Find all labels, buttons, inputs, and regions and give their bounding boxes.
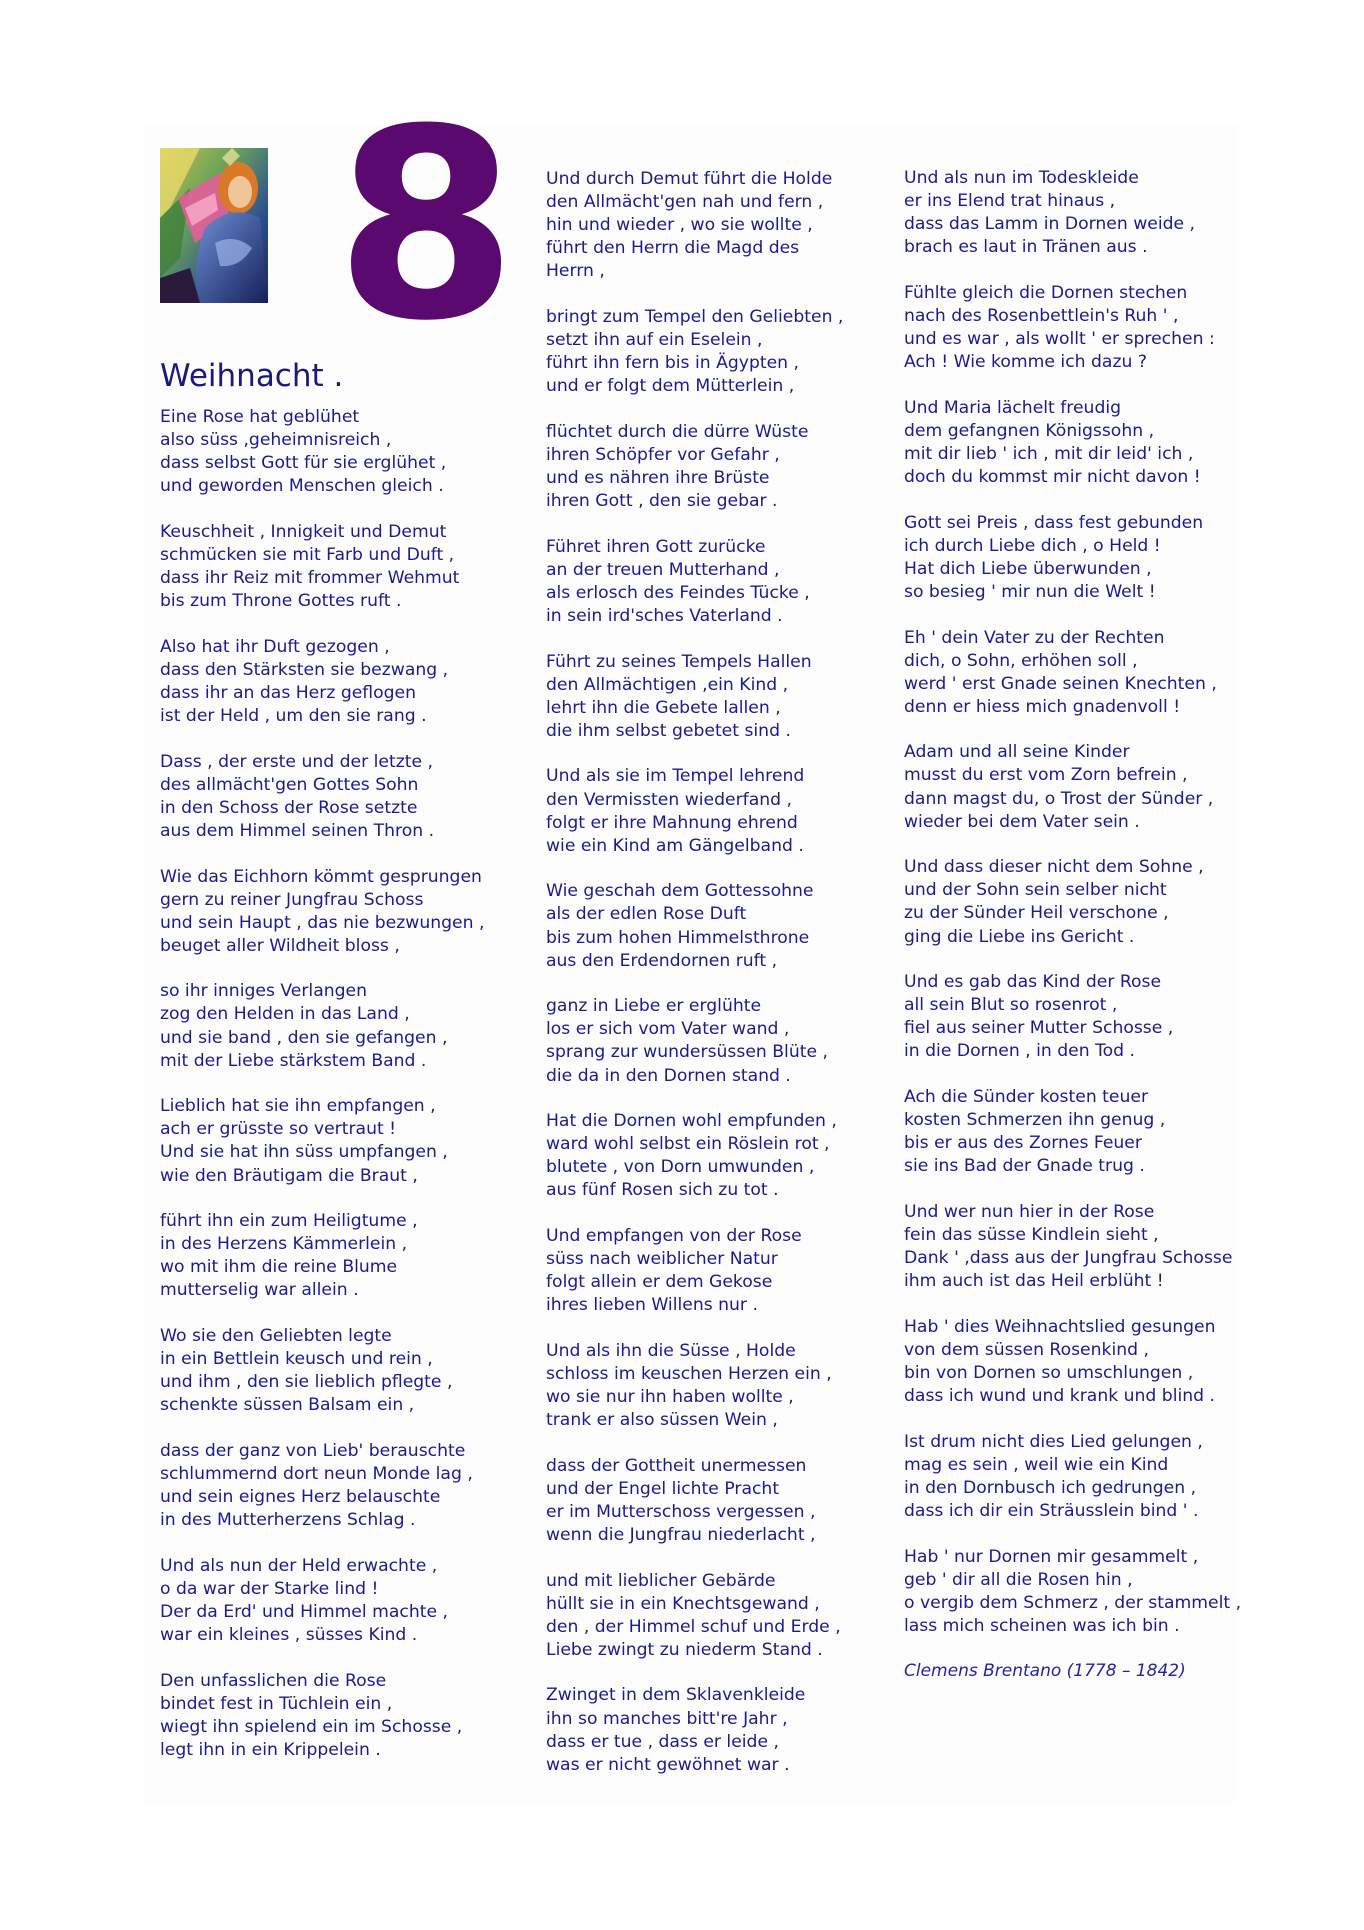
verse-line: legt ihn in ein Krippelein . — [160, 1739, 381, 1760]
verse-line: Dass , der erste und der letzte , — [160, 751, 433, 772]
header-area — [160, 73, 520, 406]
stanza — [160, 1440, 520, 1532]
verse-line: bringt zum Tempel den Geliebten , — [546, 306, 844, 327]
stanza — [160, 1555, 520, 1647]
verse-line: los er sich vom Vater wand , — [546, 1019, 790, 1040]
verse-line: und ihm , den sie lieblich pflegte , — [160, 1372, 453, 1393]
author-credit: Clemens Brentano (1778 – 1842) — [904, 1661, 1186, 1682]
verse-line: lehrt ihn die Gebete lallen , — [546, 697, 781, 718]
verse-line: die da in den Dornen stand . — [546, 1065, 791, 1086]
verse-line: und der Engel lichte Pracht — [546, 1478, 780, 1499]
verse-line: denn er hiess mich gnadenvoll ! — [904, 696, 1181, 717]
verse-line: all sein Blut so rosenrot , — [904, 995, 1118, 1016]
verse-line: ihn so manches bitt're Jahr , — [546, 1708, 788, 1729]
verse-line: wie den Bräutigam die Braut , — [160, 1165, 418, 1186]
verse-line: mag es sein , weil wie ein Kind — [904, 1454, 1169, 1475]
stanza — [904, 856, 1238, 948]
verse-line: schlummernd dort neun Monde lag , — [160, 1463, 473, 1484]
verse-line: ach er grüsste so vertraut ! — [160, 1119, 397, 1140]
verse-line: in die Dornen , in den Tod . — [904, 1041, 1136, 1062]
verse-line: dann magst du, o Trost der Sünder , — [904, 788, 1214, 809]
verse-line: Und als ihn die Süsse , Holde — [546, 1340, 796, 1361]
verse-line: führt ihn ein zum Heiligtume , — [160, 1211, 418, 1232]
verse-line: und es war , als wollt ' er sprechen : — [904, 329, 1215, 350]
verse-line: und mit lieblicher Gebärde — [546, 1570, 776, 1591]
verse-line: süss nach weiblicher Natur — [546, 1249, 778, 1270]
stanza — [546, 1570, 896, 1662]
verse-line: Zwinget in dem Sklavenkleide — [546, 1685, 806, 1706]
verse-line: dem gefangnen Königssohn , — [904, 420, 1155, 441]
verse-line: schloss im keuschen Herzen ein , — [546, 1363, 832, 1384]
verse-line: werd ' erst Gnade seinen Knechten , — [904, 673, 1217, 694]
verse-line: und es nähren ihre Brüste — [546, 468, 770, 489]
verse-line: den Allmächtigen ,ein Kind , — [546, 674, 789, 695]
stanza — [904, 167, 1238, 259]
verse-line: Und es gab das Kind der Rose — [904, 972, 1162, 993]
stanza — [546, 880, 896, 972]
verse-line: Keuschheit , Innigkeit und Demut — [160, 521, 447, 542]
verse-line: führt den Herrn die Magd des — [546, 238, 800, 259]
verse-line: aus fünf Rosen sich zu tot . — [546, 1180, 779, 1201]
verse-line: Und dass dieser nicht dem Sohne , — [904, 857, 1204, 878]
stanza — [160, 751, 520, 843]
verse-line: bis zum hohen Himmelsthrone — [546, 927, 810, 948]
stanza — [160, 1325, 520, 1417]
verse-line: Lieblich hat sie ihn empfangen , — [160, 1096, 436, 1117]
stanza — [904, 971, 1238, 1063]
verse-line: schenkte süssen Balsam ein , — [160, 1395, 415, 1416]
verse-line: o da war der Starke lind ! — [160, 1578, 379, 1599]
verse-line: hüllt sie in ein Knechtsgewand , — [546, 1593, 820, 1614]
verse-line: wieder bei dem Vater sein . — [904, 811, 1140, 832]
stanza — [546, 1110, 896, 1202]
verse-line: in des Mutterherzens Schlag . — [160, 1510, 416, 1531]
verse-line: kosten Schmerzen ihn genug , — [904, 1110, 1166, 1131]
stanza — [160, 521, 520, 613]
stanza — [546, 765, 896, 857]
verse-line: ging die Liebe ins Gericht . — [904, 926, 1135, 947]
stanza — [546, 995, 896, 1087]
verse-line: als der edlen Rose Duft — [546, 904, 747, 925]
verse-line: Und wer nun hier in der Rose — [904, 1201, 1155, 1222]
verse-line: musst du erst vom Zorn befrein , — [904, 765, 1188, 786]
verse-line: Und durch Demut führt die Holde — [546, 169, 833, 189]
verse-line: dass selbst Gott für sie erglühet , — [160, 453, 447, 474]
verse-line: Ach die Sünder kosten teuer — [904, 1087, 1149, 1107]
stanza — [904, 1086, 1238, 1178]
verse-line: doch du kommst mir nicht davon ! — [904, 467, 1201, 488]
verse-line: dass das Lamm in Dornen weide , — [904, 214, 1196, 235]
verse-line: schmücken sie mit Farb und Duft , — [160, 544, 455, 565]
verse-line: so besieg ' mir nun die Welt ! — [904, 581, 1156, 602]
stanza — [160, 406, 520, 498]
verse-line: zu der Sünder Heil verschone , — [904, 903, 1169, 924]
verse-line: lass mich scheinen was ich bin . — [904, 1615, 1180, 1636]
verse-line: Dank ' ,dass aus der Jungfrau Schosse — [904, 1248, 1233, 1269]
verse-line: fein das süsse Kindlein sieht , — [904, 1224, 1159, 1245]
verse-line: Liebe zwingt zu niederm Stand . — [546, 1639, 823, 1660]
verse-line: Gott sei Preis , dass fest gebunden — [904, 512, 1204, 533]
verse-line: dich, o Sohn, erhöhen soll , — [904, 650, 1138, 671]
verse-line: Und Maria lächelt freudig — [904, 397, 1122, 418]
verse-line: beuget aller Wildheit bloss , — [160, 935, 400, 956]
poem-number: 8 — [335, 73, 518, 378]
verse-line: dass der Gottheit unermessen — [546, 1455, 807, 1476]
stanza — [904, 741, 1238, 833]
verse-line: Hab ' nur Dornen mir gesammelt , — [904, 1546, 1199, 1567]
verse-line: in sein ird'sches Vaterland . — [546, 606, 783, 626]
stanza-list — [160, 406, 520, 1762]
verse-line: den Vermissten wiederfand , — [546, 789, 792, 810]
stanza — [904, 512, 1238, 604]
verse-line: Und als nun im Todeskleide — [904, 168, 1139, 188]
stanza — [160, 866, 520, 958]
verse-line: hin und wieder , wo sie wollte , — [546, 215, 813, 236]
verse-line: mutterselig war allein . — [160, 1280, 359, 1301]
verse-line: aus dem Himmel seinen Thron . — [160, 820, 435, 841]
verse-line: trank er also süssen Wein , — [546, 1410, 778, 1431]
stanza — [546, 1455, 896, 1547]
verse-line: dass den Stärksten sie bezwang , — [160, 659, 449, 680]
verse-line: Und als nun der Held erwachte , — [160, 1555, 438, 1576]
verse-line: Wo sie den Geliebten legte — [160, 1326, 392, 1346]
verse-line: Fühlte gleich die Dornen stechen — [904, 282, 1188, 303]
verse-line: ist der Held , um den sie rang . — [160, 706, 427, 727]
verse-line: flüchtet durch die dürre Wüste — [546, 421, 809, 442]
verse-line: aus den Erdendornen ruft , — [546, 950, 778, 971]
verse-line: und er folgt dem Mütterlein , — [546, 376, 795, 397]
verse-line: geb ' dir all die Rosen hin , — [904, 1569, 1133, 1590]
verse-line: sie ins Bad der Gnade trug . — [904, 1156, 1145, 1177]
verse-line: zog den Helden in das Land , — [160, 1004, 410, 1025]
verse-line: Wie geschah dem Gottessohne — [546, 881, 814, 902]
verse-line: ich durch Liebe dich , o Held ! — [904, 535, 1161, 556]
poem-column-1 — [160, 73, 520, 1785]
stanza — [904, 1201, 1238, 1293]
verse-line: Ist drum nicht dies Lied gelungen , — [904, 1431, 1203, 1452]
verse-line: bis zum Throne Gottes ruft . — [160, 591, 402, 612]
verse-line: Also hat ihr Duft gezogen , — [160, 636, 390, 657]
verse-line: er ins Elend trat hinaus , — [904, 191, 1116, 212]
poem-page — [144, 73, 1242, 1806]
stanza — [904, 1316, 1238, 1408]
verse-line: wenn die Jungfrau niederlacht , — [546, 1525, 816, 1545]
poem-title: Weihnacht . — [160, 358, 344, 394]
verse-line: ward wohl selbst ein Röslein rot , — [546, 1134, 830, 1155]
verse-line: er im Mutterschoss vergessen , — [546, 1501, 816, 1522]
stanza — [904, 282, 1238, 374]
stanza-list — [546, 124, 896, 1777]
verse-line: was er nicht gewöhnet war . — [546, 1754, 790, 1775]
verse-line: mit dir lieb ' ich , mit dir leid' ich , — [904, 443, 1194, 464]
verse-line: Eh ' dein Vater zu der Rechten — [904, 627, 1165, 648]
stanza — [904, 1431, 1238, 1523]
verse-line: dass der ganz von Lieb' berauschte — [160, 1440, 466, 1461]
stanza — [904, 397, 1238, 489]
verse-line: Ach ! Wie komme ich dazu ? — [904, 352, 1147, 373]
verse-line: nach des Rosenbettlein's Ruh ' , — [904, 305, 1179, 326]
stanza — [160, 1670, 520, 1762]
verse-line: dass ich dir ein Sträusslein bind ' . — [904, 1500, 1199, 1521]
verse-line: setzt ihn auf ein Eselein , — [546, 330, 763, 351]
verse-line: dass ihr an das Herz geflogen — [160, 682, 417, 703]
verse-line: wie ein Kind am Gängelband . — [546, 835, 804, 856]
verse-line: und sein Haupt , das nie bezwungen , — [160, 912, 485, 933]
verse-line: Und sie hat ihn süss umpfangen , — [160, 1142, 448, 1163]
verse-line: folgt allein er dem Gekose — [546, 1272, 773, 1293]
verse-line: Eine Rose hat geblühet — [160, 407, 360, 427]
verse-line: wo mit ihm die reine Blume — [160, 1257, 398, 1278]
stanza — [546, 536, 896, 628]
verse-line: ganz in Liebe er erglühte — [546, 996, 762, 1017]
verse-line: ihren Gott , den sie gebar . — [546, 491, 778, 512]
verse-line: Der da Erd' und Himmel machte , — [160, 1601, 448, 1622]
verse-line: sprang zur wundersüssen Blüte , — [546, 1042, 828, 1063]
stanza-list — [904, 124, 1242, 1683]
verse-line: gern zu reiner Jungfrau Schoss — [160, 889, 424, 910]
verse-line: mit der Liebe stärkstem Band . — [160, 1050, 427, 1071]
stanza — [546, 1684, 896, 1776]
verse-line: in ein Bettlein keusch und rein , — [160, 1349, 433, 1370]
stanza — [160, 980, 520, 1072]
verse-line: an der treuen Mutterhand , — [546, 559, 780, 580]
stanza — [546, 1225, 896, 1317]
verse-line: den , der Himmel schuf und Erde , — [546, 1616, 841, 1637]
stanza — [546, 168, 896, 283]
stanza — [160, 1095, 520, 1187]
verse-line: als erlosch des Feindes Tücke , — [546, 582, 810, 603]
verse-line: Und als sie im Tempel lehrend — [546, 766, 805, 787]
verse-line: in den Schoss der Rose setzte — [160, 797, 418, 818]
stanza — [160, 1210, 520, 1302]
verse-line: wo sie nur ihn haben wollte , — [546, 1387, 794, 1408]
stanza — [546, 421, 896, 513]
verse-line: in den Dornbusch ich gedrungen , — [904, 1477, 1197, 1498]
stanza — [546, 306, 896, 398]
verse-line: und geworden Menschen gleich . — [160, 476, 444, 497]
poem-column-3 — [904, 124, 1242, 1683]
verse-line: so ihr inniges Verlangen — [160, 981, 368, 1002]
verse-line: und sein eignes Herz belauschte — [160, 1487, 441, 1508]
stanza — [904, 1546, 1242, 1638]
verse-line: dass er tue , dass er leide , — [546, 1731, 779, 1752]
verse-line: dass ich wund und krank und blind . — [904, 1386, 1215, 1407]
verse-line: des allmächt'gen Gottes Sohn — [160, 774, 419, 795]
madonna-painting-image — [160, 148, 268, 303]
verse-line: folgt er ihre Mahnung ehrend — [546, 812, 798, 833]
verse-line: Hab ' dies Weihnachtslied gesungen — [904, 1316, 1216, 1337]
verse-line: bis er aus des Zornes Feuer — [904, 1133, 1142, 1154]
verse-line: Und empfangen von der Rose — [546, 1225, 802, 1246]
verse-line: Hat die Dornen wohl empfunden , — [546, 1111, 837, 1132]
stanza — [904, 627, 1238, 719]
verse-line: ihm auch ist das Heil erblüht ! — [904, 1271, 1164, 1292]
verse-line: dass ihr Reiz mit frommer Wehmut — [160, 568, 460, 589]
verse-line: Führt zu seines Tempels Hallen — [546, 651, 812, 672]
verse-line: den Allmächt'gen nah und fern , — [546, 192, 824, 213]
stanza — [546, 1340, 896, 1432]
stanza — [546, 651, 896, 743]
verse-line: die ihm selbst gebetet sind . — [546, 720, 791, 741]
verse-line: Wie das Eichhorn kömmt gesprungen — [160, 866, 482, 887]
verse-line: von dem süssen Rosenkind , — [904, 1339, 1149, 1360]
verse-line: Hat dich Liebe überwunden , — [904, 558, 1152, 579]
verse-line: fiel aus seiner Mutter Schosse , — [904, 1018, 1174, 1039]
verse-line: Den unfasslichen die Rose — [160, 1670, 387, 1691]
verse-line: und sie band , den sie gefangen , — [160, 1027, 448, 1048]
verse-line: brach es laut in Tränen aus . — [904, 237, 1148, 258]
verse-line: führt ihn fern bis in Ägypten , — [546, 353, 799, 374]
verse-line: o vergib dem Schmerz , der stammelt , — [904, 1592, 1242, 1613]
verse-line: Herrn , — [546, 261, 605, 282]
verse-line: ihres lieben Willens nur . — [546, 1295, 758, 1316]
poem-column-2 — [546, 124, 896, 1799]
verse-line: Adam und all seine Kinder — [904, 742, 1130, 763]
verse-line: war ein kleines , süsses Kind . — [160, 1625, 418, 1646]
stanza — [160, 636, 520, 728]
verse-line: ihren Schöpfer vor Gefahr , — [546, 444, 780, 465]
verse-line: wiegt ihn spielend ein im Schosse , — [160, 1716, 463, 1737]
verse-line: blutete , von Dorn umwunden , — [546, 1157, 815, 1178]
verse-line: also süss ,geheimnisreich , — [160, 430, 392, 451]
verse-line: in des Herzens Kämmerlein , — [160, 1234, 408, 1255]
verse-line: und der Sohn sein selber nicht — [904, 880, 1167, 901]
verse-line: Führet ihren Gott zurücke — [546, 536, 766, 557]
verse-line: bin von Dornen so umschlungen , — [904, 1362, 1194, 1383]
verse-line: bindet fest in Tüchlein ein , — [160, 1693, 393, 1714]
